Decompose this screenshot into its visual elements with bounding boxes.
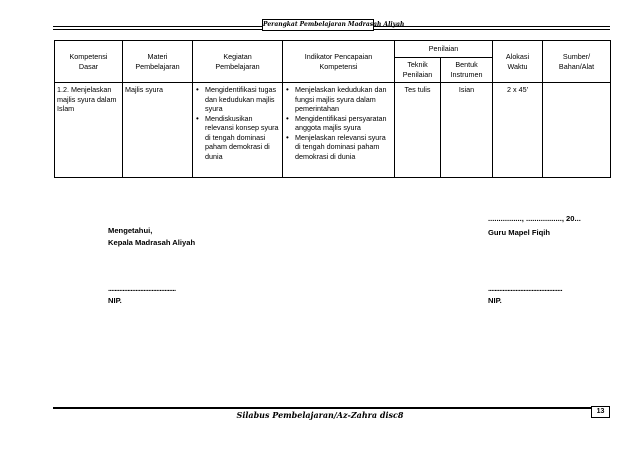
header-indikator: Indikator Pencapaian Kompetensi	[283, 41, 395, 83]
header-materi: Materi Pembelajaran	[123, 41, 193, 83]
signature-left-dots: ..........................................	[108, 284, 176, 293]
signature-left-line1: Mengetahui,	[108, 226, 153, 235]
footer-rule	[53, 407, 591, 409]
header-alokasi: Alokasi Waktu	[493, 41, 543, 83]
header-bentuk: Bentuk Instrumen	[441, 58, 493, 83]
header-kompetensi: Kompetensi Dasar	[55, 41, 123, 83]
signature-right-nip-block	[488, 284, 562, 306]
header-kegiatan: Kegiatan Pembelajaran	[193, 41, 283, 83]
list-item: • Mengidentifikasi tugas dan kedudukan majlis syura	[205, 85, 280, 114]
signature-left	[108, 226, 195, 248]
list-item: • Mengidentifikasi persyaratan anggota majlis syura	[295, 114, 392, 133]
cell-indikator	[283, 83, 395, 178]
syllabus-table	[54, 40, 611, 178]
signature-right-nip: NIP.	[488, 296, 502, 305]
header-title: Perangkat Pembelajaran Madrasah Aliyah	[262, 19, 374, 31]
table-row	[55, 83, 611, 178]
list-item: • Mendiskusikan relevansi konsep syura di tengah dominasi paham demokrasi di dunia	[205, 114, 280, 162]
signature-left-nip: NIP.	[108, 296, 122, 305]
cell-alokasi: 2 x 45'	[493, 83, 543, 178]
header-sumber: Sumber/ Bahan/Alat	[543, 41, 611, 83]
cell-bentuk: Isian	[441, 83, 493, 178]
signature-right-line1: Guru Mapel Fiqih	[488, 228, 551, 237]
footer-title: Silabus Pembelajaran/Az-Zahra disc8	[236, 410, 404, 420]
cell-teknik: Tes tulis	[395, 83, 441, 178]
cell-materi: Majlis syura	[123, 83, 193, 178]
signature-right	[488, 214, 581, 238]
header-teknik: Teknik Penilaian	[395, 58, 441, 83]
page-number: 13	[591, 406, 610, 418]
list-item: • Menjelaskan relevansi syura di tengah dominasi paham demokrasi di dunia	[295, 133, 392, 162]
signature-right-dots: ..............................................	[488, 284, 563, 293]
header-penilaian: Penilaian	[395, 41, 493, 58]
cell-kegiatan	[193, 83, 283, 178]
signature-left-line2: Kepala Madrasah Aliyah	[108, 238, 196, 247]
signature-left-nip-block	[108, 284, 176, 306]
list-item: • Menjelaskan kedudukan dan fungsi majlis syura dalam pemerintahan	[295, 85, 392, 114]
cell-kompetensi: 1.2. Menjelaskan majlis syura dalam Islam	[55, 83, 123, 178]
signature-right-date: ................, ................., 20...	[488, 214, 581, 223]
cell-sumber	[543, 83, 611, 178]
